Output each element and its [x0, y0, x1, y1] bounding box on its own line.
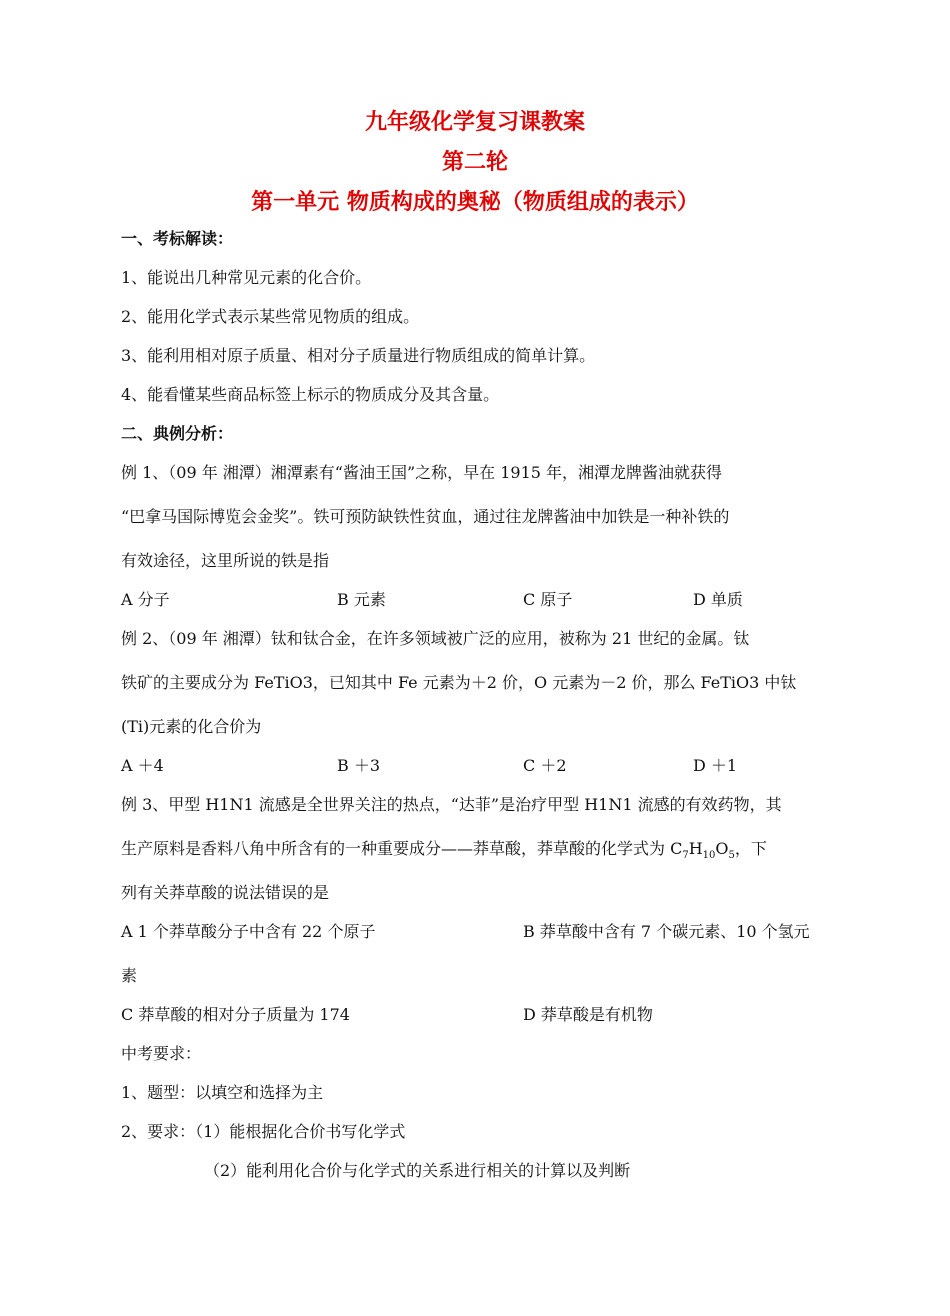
- example2-line-2: 铁矿的主要成分为 FeTiO3，已知其中 Fe 元素为＋2 价，O 元素为－2 价，那么 FeTiO3 中钛: [121, 673, 797, 692]
- formula-h: H: [688, 839, 703, 858]
- formula-c-sub: 7: [682, 850, 689, 862]
- section2-heading: 二、典例分析：: [121, 424, 234, 443]
- formula-c: C: [670, 839, 683, 858]
- section1-item-4: 4、能看懂某些商品标签上标示的物质成分及其含量。: [121, 385, 500, 404]
- example1-option-a: A 分子: [121, 590, 170, 609]
- section1-heading: 一、考标解读：: [121, 229, 234, 248]
- example2-option-b: B ＋3: [337, 756, 381, 775]
- example3-option-d: D 莽草酸是有机物: [523, 1005, 653, 1024]
- example3-line-2-prefix: 生产原料是香料八角中所含有的一种重要成分——莽草酸，莽草酸的化学式为: [121, 839, 671, 858]
- example1-option-c: C 原子: [523, 590, 573, 609]
- requirements-item-2: 2、要求：（1）能根据化合价书写化学式: [121, 1122, 406, 1141]
- main-title: 九年级化学复习课教案: [364, 110, 585, 135]
- example3-line-2: [121, 837, 767, 861]
- example3-line-3: 列有关莽草酸的说法错误的是: [121, 883, 330, 902]
- formula-o: O: [715, 839, 729, 858]
- example1-line-2: “巴拿马国际博览会金奖”。铁可预防缺铁性贫血，通过往龙牌酱油中加铁是一种补铁的: [121, 507, 730, 526]
- formula-o-sub: 5: [728, 850, 735, 862]
- round-title: 第二轮: [441, 150, 508, 175]
- example3-option-b-wrap: 素: [121, 966, 138, 985]
- example2-option-d: D ＋1: [693, 756, 738, 775]
- example3-option-b: B 莽草酸中含有 7 个碳元素、10 个氢元: [523, 922, 810, 941]
- requirements-heading: 中考要求：: [121, 1044, 202, 1063]
- chemical-formula: [670, 839, 735, 862]
- section1-item-3: 3、能利用相对原子质量、相对分子质量进行物质组成的简单计算。: [121, 346, 596, 365]
- example3-option-a: A 1 个莽草酸分子中含有 22 个原子: [121, 922, 376, 941]
- example3-line-1: 例 3、甲型 H1N1 流感是全世界关注的热点，“达菲”是治疗甲型 H1N1 流感的有效药物，其: [121, 795, 782, 814]
- requirements-item-1: 1、题型：以填空和选择为主: [121, 1083, 324, 1102]
- example2-line-1: 例 2、（09 年 湘潭）钛和钛合金，在许多领域被广泛的应用，被称为 21 世纪的金属。钛: [121, 629, 750, 648]
- unit-title: 第一单元 物质构成的奥秘（物质组成的表示）: [251, 190, 699, 215]
- example1-option-d: D 单质: [693, 590, 743, 609]
- example1-line-1: 例 1、（09 年 湘潭）湘潭素有“酱油王国”之称，早在 1915 年，湘潭龙牌酱油就获得: [121, 463, 723, 482]
- example2-line-3: (Ti)元素的化合价为: [121, 717, 262, 736]
- formula-h-sub: 10: [702, 850, 716, 862]
- example2-option-c: C ＋2: [523, 756, 567, 775]
- section1-item-2: 2、能用化学式表示某些常见物质的组成。: [121, 307, 420, 326]
- example2-option-a: A ＋4: [121, 756, 164, 775]
- example3-option-c: C 莽草酸的相对分子质量为 174: [121, 1005, 350, 1024]
- requirements-item-2b: （2）能利用化合价与化学式的关系进行相关的计算以及判断: [204, 1161, 631, 1180]
- section1-item-1: 1、能说出几种常见元素的化合价。: [121, 268, 372, 287]
- example1-option-b: B 元素: [337, 590, 386, 609]
- example1-line-3: 有效途径，这里所说的铁是指: [121, 551, 330, 570]
- example3-line-2-suffix: ，下: [734, 839, 767, 858]
